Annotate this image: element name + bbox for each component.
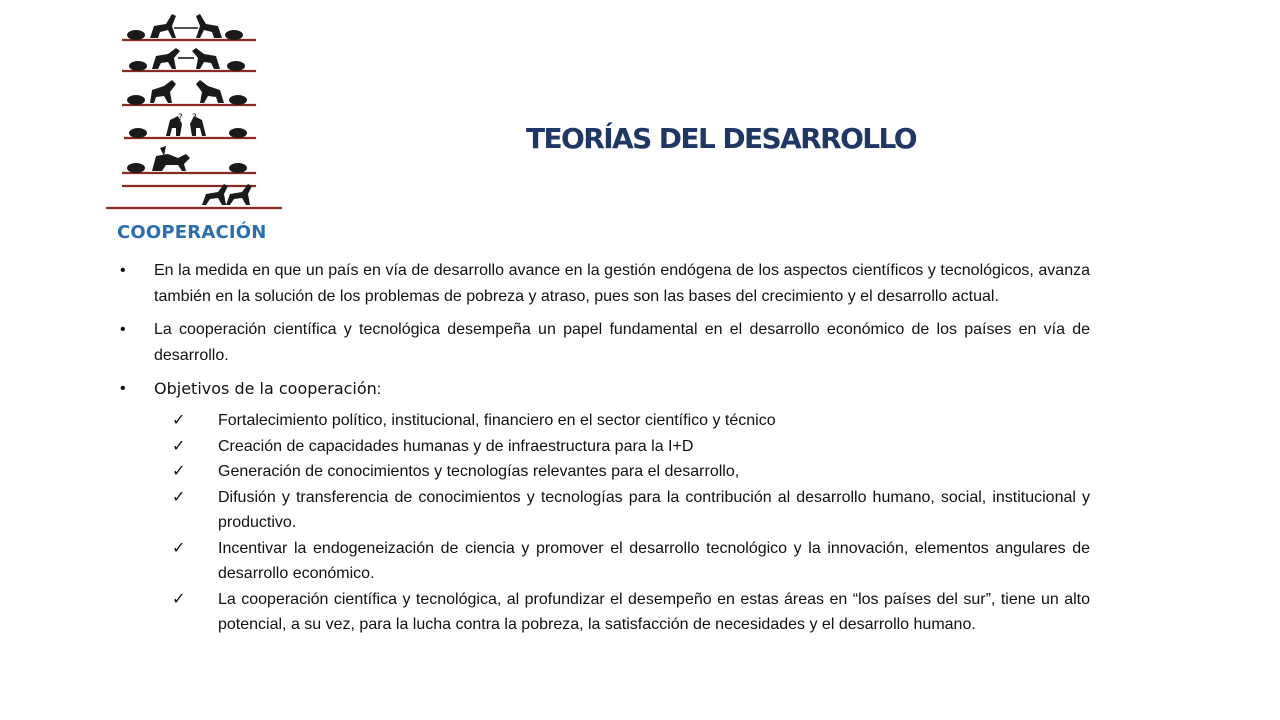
svg-text:?: ?: [192, 113, 197, 123]
checkmark-icon: ✓: [172, 463, 186, 480]
objective-item: [172, 459, 1090, 485]
checkmark-icon: ✓: [172, 412, 186, 429]
objective-item: [172, 408, 1090, 434]
slide-title: TEORÍAS DEL DESARROLLO: [526, 122, 916, 155]
checkmark-icon: ✓: [172, 437, 186, 455]
bullet-text: La cooperación científica y tecnológica desempeña un papel fundamental en el desarrollo económico de los países en vía de desarrollo.: [154, 321, 1090, 364]
objective-item: [172, 434, 1090, 460]
objectives-colon: :: [376, 381, 382, 398]
bullet-icon: •: [120, 321, 126, 338]
bullet-icon: •: [120, 262, 126, 279]
svg-text:?: ?: [178, 113, 183, 123]
cooperation-donkeys-illustration: [106, 8, 282, 212]
bullet-item: [118, 258, 1090, 310]
slide-body: [118, 258, 1090, 638]
objectives-list: [118, 408, 1090, 638]
section-heading: COOPERACIÓN: [117, 222, 267, 243]
objective-item: [172, 536, 1090, 587]
objective-text: Generación de conocimientos y tecnologías relevantes para el desarrollo,: [218, 463, 740, 480]
bullet-item: [118, 376, 1090, 403]
bullet-icon: •: [120, 380, 126, 397]
checkmark-icon: ✓: [172, 539, 186, 557]
checkmark-icon: ✓: [172, 590, 186, 608]
objective-item: [172, 587, 1090, 638]
objectives-label: Objetivos de la cooperación: [154, 379, 377, 398]
bullet-text: En la medida en que un país en vía de desarrollo avance en la gestión endógena de los aspectos científicos y tecnológicos, avanza también en la solución de los problemas de pobreza y atraso, pues son las bases del crecimiento y el desarrollo actual.: [154, 262, 1090, 305]
objective-text: La cooperación científica y tecnológica, al profundizar el desempeño en estas áreas en “los países del sur”, tiene un alto potencial, a su vez, para la lucha contra la pobreza, la satisfacción de necesidades y el desarrollo humano.: [218, 590, 1090, 633]
objective-text: Difusión y transferencia de conocimientos y tecnologías para la contribución al desarrollo humano, social, institucional y productivo.: [218, 488, 1090, 531]
checkmark-icon: ✓: [172, 488, 186, 506]
bullet-item: [118, 317, 1090, 369]
objectives-heading: [154, 376, 1090, 403]
objective-text: Creación de capacidades humanas y de infraestructura para la I+D: [218, 437, 694, 455]
objective-item: [172, 485, 1090, 536]
objective-text: Incentivar la endogeneización de ciencia y promover el desarrollo tecnológico y la innovación, elementos angulares de desarrollo económico.: [218, 539, 1090, 582]
objective-text: Fortalecimiento político, institucional, financiero en el sector científico y técnico: [218, 412, 776, 429]
